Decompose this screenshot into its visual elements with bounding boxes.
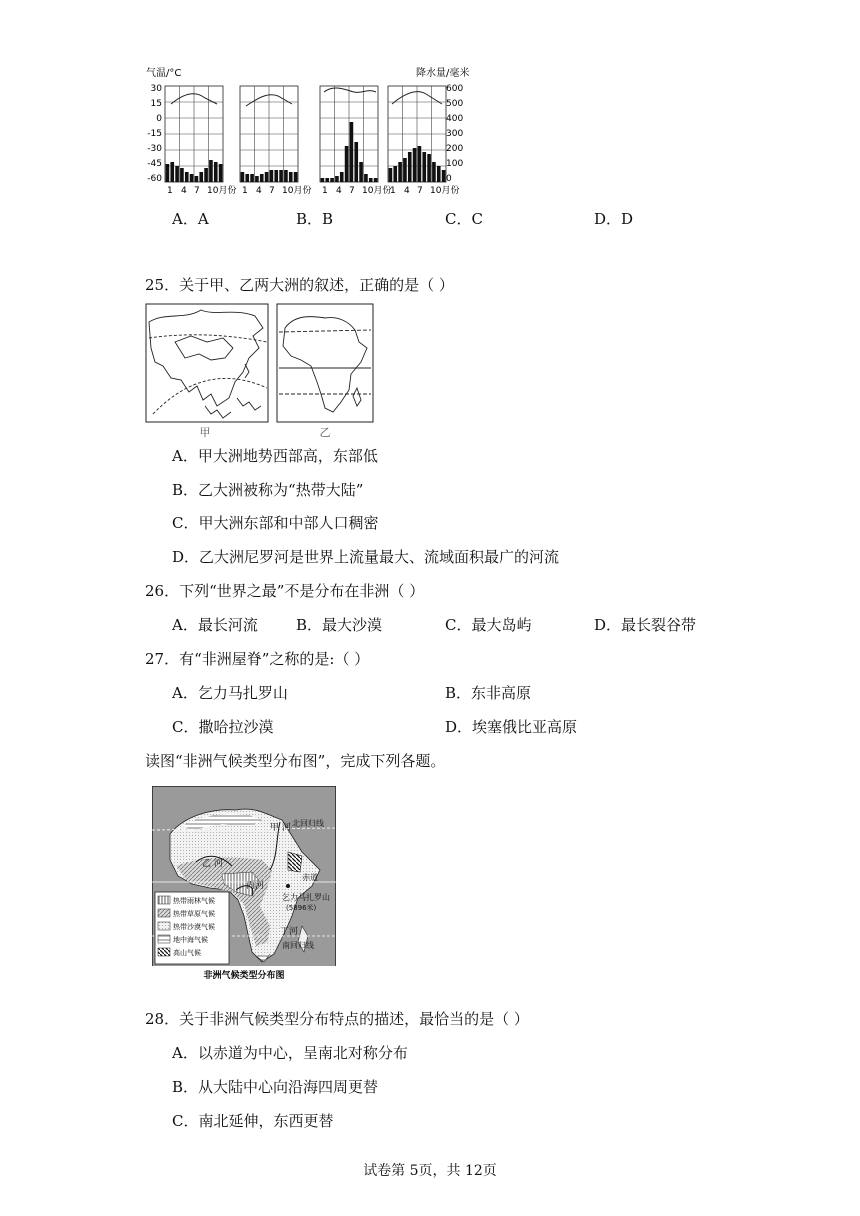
q25-stem: 25．关于甲、乙两大洲的叙述，正确的是（ ） [145,276,454,294]
climate-chart-panels [165,86,459,196]
q28-option-b[interactable]: B．从大陆中心向沿海四周更替 [172,1078,379,1096]
temp-tick: 0 [156,114,162,124]
label-tropic-south: 南回归线 [282,941,314,950]
q28-option-a[interactable]: A．以赤道为中心，呈南北对称分布 [172,1044,408,1062]
precip-ticks [446,84,463,184]
q27-option-a[interactable]: A．乞力马扎罗山 [172,684,288,702]
q26-option-c[interactable]: C．最大岛屿 [445,616,532,634]
precip-bar [345,146,349,182]
precip-bar [289,172,293,182]
precip-bar [422,152,426,182]
temp-tick: -30 [147,144,162,154]
map-label-jia: 甲 [199,426,211,439]
precip-bar [270,170,274,182]
precip-bar [204,168,208,182]
label-jia-he: 甲 河 [270,823,291,833]
precip-bar [330,178,334,182]
label-tropic-north: 北回归线 [292,819,324,828]
precip-tick: 0 [446,174,452,184]
precip-bar [199,172,203,182]
month-tick: 1 [390,186,396,196]
precip-bar [432,162,436,182]
map-label-yi: 乙 [319,426,331,439]
precip-bar [418,146,422,182]
precip-tick: 600 [446,84,464,94]
month-tick: 10月份 [282,186,312,196]
month-tick: 10月份 [362,186,392,196]
legend-alpine: 高山气候 [173,949,201,957]
precip-bar [294,172,298,182]
precip-bar [195,176,199,182]
precip-bar [166,164,170,182]
q25-option-a[interactable]: A．甲大洲地势西部高，东部低 [172,447,378,465]
q26-option-b[interactable]: B．最大沙漠 [296,616,383,634]
precip-bar [437,166,441,182]
q26-stem: 26．下列“世界之最”不是分布在非洲（ ） [145,582,425,600]
q25-option-b[interactable]: B．乙大洲被称为“热带大陆” [172,481,364,499]
q26-option-d[interactable]: D．最长裂谷带 [594,616,697,634]
climate-chart-panel [165,86,236,196]
temp-axis-label: 气温/°C [146,68,182,79]
q28-option-c[interactable]: C．南北延伸，东西更替 [172,1112,334,1130]
temp-tick: -45 [147,159,162,169]
q24-option-a[interactable]: A．A [172,210,209,228]
precip-bar [190,174,194,182]
precip-bar [279,170,283,182]
month-tick: 10月份 [430,186,460,196]
read-intro: 读图“非洲气候类型分布图”，完成下列各题。 [145,752,446,770]
q27-stem: 27．有“非洲屋脊”之称的是:（ ） [145,650,370,668]
climate-chart-panel [320,86,391,196]
month-tick: 1 [322,186,328,196]
month-tick: 1 [167,186,173,196]
temp-tick: 30 [150,84,162,94]
precip-bar [219,164,223,182]
month-tick: 10月份 [207,186,237,196]
climate-charts-figure [140,62,470,197]
precip-bar [245,174,249,182]
month-tick: 7 [269,186,275,196]
month-tick: 4 [336,186,342,196]
month-tick: 7 [194,186,200,196]
precip-bar [389,168,393,182]
precip-bar [374,178,378,182]
q25-option-d[interactable]: D．乙大洲尼罗河是世界上流量最大、流域面积最广的河流 [172,548,560,566]
precip-tick: 300 [446,129,464,139]
q24-option-b[interactable]: B．B [296,210,334,228]
precip-bar [427,154,431,182]
page-footer: 试卷第 5页，共 12页 [363,1163,497,1179]
precip-bar [413,148,417,182]
precip-bar [359,162,363,182]
q24-option-d[interactable]: D．D [594,210,634,228]
precip-bar [408,152,412,182]
precip-tick: 100 [446,159,464,169]
q27-option-d[interactable]: D．埃塞俄比亚高原 [445,718,578,736]
temp-ticks [147,84,162,184]
climate-legend [155,892,229,964]
q27-option-c[interactable]: C．撒哈拉沙漠 [172,718,274,736]
precip-tick: 500 [446,99,464,109]
temp-tick: -15 [147,129,162,139]
precip-bar [321,178,325,182]
africa-climate-map [152,786,336,982]
precip-bar [274,170,278,182]
q28-stem: 28．关于非洲气候类型分布特点的描述，最恰当的是（ ） [145,1010,529,1028]
precip-bar [350,122,354,182]
precip-bar [209,160,213,182]
temp-tick: -60 [147,174,162,184]
legend-savanna: 热带草原气候 [173,910,215,918]
precip-bar [354,142,358,182]
precip-bar [170,162,174,182]
precip-bar [393,166,397,182]
precip-bar [369,178,373,182]
continents-map-figure [145,302,377,440]
precip-bar [250,174,254,182]
precip-bar [265,172,269,182]
label-yi-he: 乙 河 [202,859,223,869]
month-tick: 1 [242,186,248,196]
precip-bar [340,172,344,182]
q25-option-c[interactable]: C．甲大洲东部和中部人口稠密 [172,514,379,532]
precip-tick: 400 [446,114,464,124]
precip-bar [335,176,339,182]
precip-axis-label: 降水量/毫米 [416,68,470,79]
label-kilimanjaro-height: (5896米) [286,904,317,912]
precip-bar [185,172,189,182]
precip-bar [284,170,288,182]
label-bing-he: 丙河 [246,881,265,891]
label-equator: 赤道 [302,873,318,882]
month-tick: 4 [181,186,187,196]
precip-tick: 200 [446,144,464,154]
month-tick: 7 [417,186,423,196]
temperature-curve [324,88,376,92]
precip-bar [175,166,179,182]
precip-bar [325,178,329,182]
precip-bar [214,162,218,182]
temp-tick: 15 [150,99,162,109]
month-tick: 7 [349,186,355,196]
month-tick: 4 [404,186,410,196]
q26-option-a[interactable]: A．最长河流 [172,616,258,634]
africa-map-title: 非洲气候类型分布图 [203,971,285,981]
q24-option-c[interactable]: C．C [445,210,483,228]
q27-option-b[interactable]: B．东非高原 [445,684,532,702]
month-tick: 4 [256,186,262,196]
precip-bar [260,174,264,182]
legend-mediterranean: 地中海气候 [173,936,208,944]
label-kilimanjaro: 乞力马扎罗山 [282,893,330,902]
precip-bar [180,168,184,182]
precip-bar [255,176,259,182]
climate-chart-panel [240,86,311,196]
label-ding-he: 丁河 [280,927,299,937]
asia-map-frame [146,304,268,422]
precip-bar [398,162,402,182]
precip-bar [364,174,368,182]
precip-bar [241,172,245,182]
legend-desert: 热带沙漠气候 [173,923,215,931]
precip-bar [442,170,446,182]
legend-rainforest: 热带雨林气候 [173,897,215,905]
precip-bar [403,158,407,182]
